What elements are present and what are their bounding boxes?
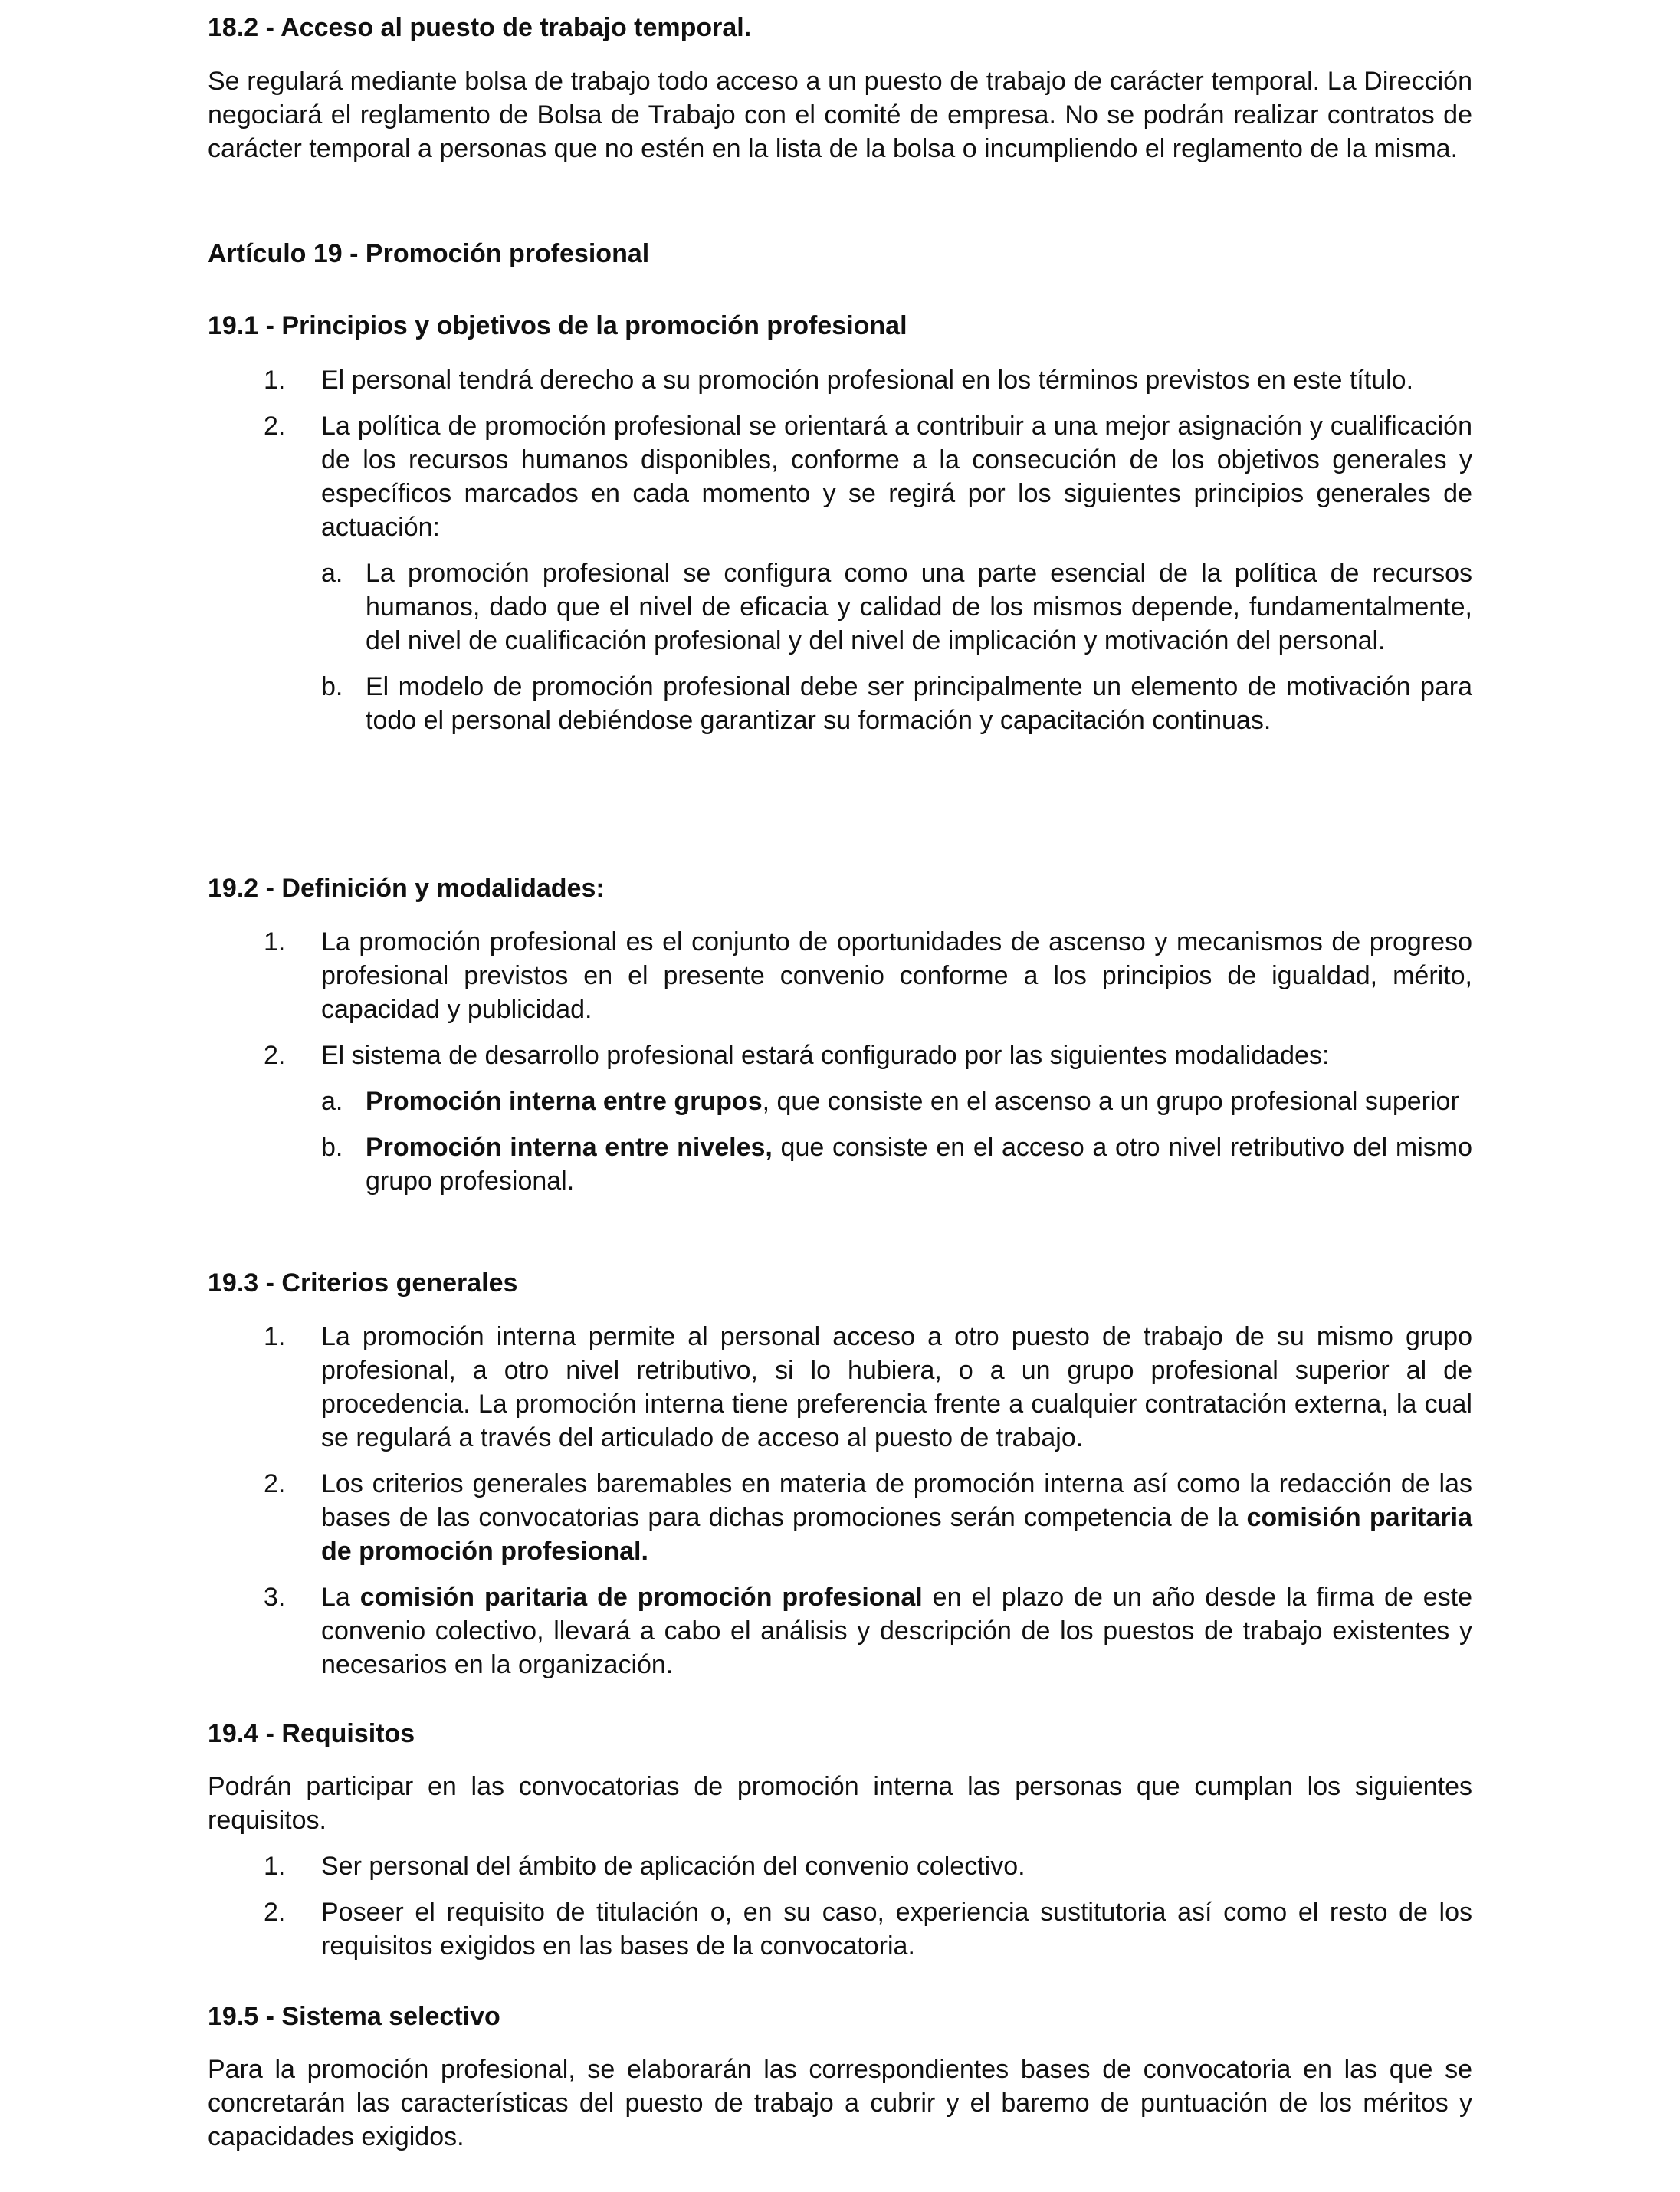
heading-19-5: 19.5 - Sistema selectivo (208, 2002, 500, 2031)
list-item-number: 3. (264, 1583, 286, 1612)
list-item-number: 2. (264, 412, 286, 441)
list-item-bold: comisión paritaria de promoción profesional (359, 1583, 923, 1612)
list-item (208, 1580, 1472, 1682)
list-item (208, 1895, 1472, 1963)
sub-list-item-text: La promoción profesional se configura como una parte esencial de la política de recursos humanos, dado que el nivel de eficacia y calidad de los mismos depende, fundamentalmente, del nivel de cualificación profesional y del nivel de implicación y motivación del personal. (366, 559, 1472, 655)
sub-list-item-letter: b. (321, 672, 343, 701)
sub-list-item-bold: Promoción interna entre niveles, (366, 1133, 773, 1162)
list-item (208, 1849, 1472, 1883)
list-item-text: La promoción interna permite al personal acceso a otro puesto de trabajo de su mismo grupo profesional, a otro nivel retributivo, si lo hubiera, o a un grupo profesional superior al de procedencia. La promoción interna tiene preferencia frente a cualquier contratación externa, la cual se regulará a través del articulado de acceso al puesto de trabajo. (321, 1322, 1472, 1452)
list-item-text: en el plazo de un año desde la firma de este convenio colectivo, llevará a cabo el análisis y descripción de los puestos de trabajo existentes y necesarios en la organización. (321, 1583, 1473, 1679)
list-item-bold: comisión paritaria de promoción profesional. (321, 1503, 1472, 1566)
list-item (208, 1467, 1472, 1568)
sub-list-item (208, 1130, 1472, 1198)
heading-19-3: 19.3 - Criterios generales (208, 1268, 518, 1298)
list-item (208, 409, 1472, 544)
heading-19-4: 19.4 - Requisitos (208, 1719, 415, 1748)
list-item-text: La política de promoción profesional se orientará a contribuir a una mejor asignación y cualificación de los recursos humanos disponibles, conforme a la consecución de los objetivos generales y específicos marcados en cada momento y se regirá por los siguientes principios generales de actuación: (321, 412, 1472, 542)
list-item-prefix: La (321, 1583, 360, 1612)
sub-list-item (208, 670, 1472, 737)
list-item-number: 2. (264, 1469, 286, 1498)
sub-list-item-text: que consiste en el acceso a otro nivel retributivo del mismo grupo profesional. (366, 1133, 1472, 1196)
heading-articulo-19: Artículo 19 - Promoción profesional (208, 239, 650, 268)
paragraph-19-4: Podrán participar en las convocatorias de promoción interna las personas que cumplan los siguientes requisitos. (208, 1772, 1472, 1835)
sub-list-item-bold: Promoción interna entre grupos (366, 1087, 763, 1116)
list-item-text: Ser personal del ámbito de aplicación del convenio colectivo. (321, 1852, 1025, 1881)
list-item (208, 1039, 1472, 1072)
list-item-text: Los criterios generales baremables en materia de promoción interna así como la redacción de las bases de las convocatorias para dichas promociones serán competencia de la (321, 1469, 1472, 1532)
list-item-text: Poseer el requisito de titulación o, en su caso, experiencia sustitutoria así como el resto de los requisitos exigidos en las bases de la convocatoria. (321, 1898, 1472, 1961)
list-19-2 (208, 925, 1472, 1198)
list-item-text: La promoción profesional es el conjunto de oportunidades de ascenso y mecanismos de progreso profesional previstos en el presente convenio conforme a los principios de igualdad, mérito, capacidad y publicidad. (321, 927, 1472, 1024)
heading-19-1: 19.1 - Principios y objetivos de la promoción profesional (208, 311, 907, 340)
sub-list-item-text: El modelo de promoción profesional debe ser principalmente un elemento de motivación para todo el personal debiéndose garantizar su formación y capacitación continuas. (366, 672, 1472, 735)
list-item-text: El sistema de desarrollo profesional estará configurado por las siguientes modalidades: (321, 1041, 1330, 1070)
list-19-4 (208, 1849, 1472, 1963)
heading-19-2: 19.2 - Definición y modalidades: (208, 874, 605, 903)
paragraph-19-5: Para la promoción profesional, se elaborarán las correspondientes bases de convocatoria en las que se concretarán las características del puesto de trabajo a cubrir y el baremo de puntuación de los méritos y capacidades exigidos. (208, 2055, 1472, 2151)
list-item-number: 2. (264, 1898, 286, 1927)
list-item (208, 363, 1472, 397)
sub-list-item (208, 1085, 1472, 1118)
list-item-number: 2. (264, 1041, 286, 1070)
sub-list-item (208, 556, 1472, 658)
sub-list-item-letter: a. (321, 1087, 343, 1116)
list-item-number: 1. (264, 927, 286, 957)
list-item (208, 925, 1472, 1026)
list-item-number: 1. (264, 366, 286, 395)
list-19-1 (208, 363, 1472, 737)
sub-list-item-letter: b. (321, 1133, 343, 1162)
list-item-text: El personal tendrá derecho a su promoción profesional en los términos previstos en este título. (321, 366, 1414, 395)
sub-list-item-letter: a. (321, 559, 343, 588)
heading-18-2: 18.2 - Acceso al puesto de trabajo temporal. (208, 13, 752, 42)
paragraph-18-2: Se regulará mediante bolsa de trabajo todo acceso a un puesto de trabajo de carácter temporal. La Dirección negociará el reglamento de Bolsa de Trabajo con el comité de empresa. No se podrán realizar contratos de carácter temporal a personas que no estén en la lista de la bolsa o incumpliendo el reglamento de la misma. (208, 67, 1472, 163)
list-item (208, 1320, 1472, 1455)
list-item-number: 1. (264, 1322, 286, 1351)
list-item-number: 1. (264, 1852, 286, 1881)
sub-list-item-text: , que consiste en el ascenso a un grupo profesional superior (762, 1087, 1459, 1116)
list-19-3 (208, 1320, 1472, 1682)
